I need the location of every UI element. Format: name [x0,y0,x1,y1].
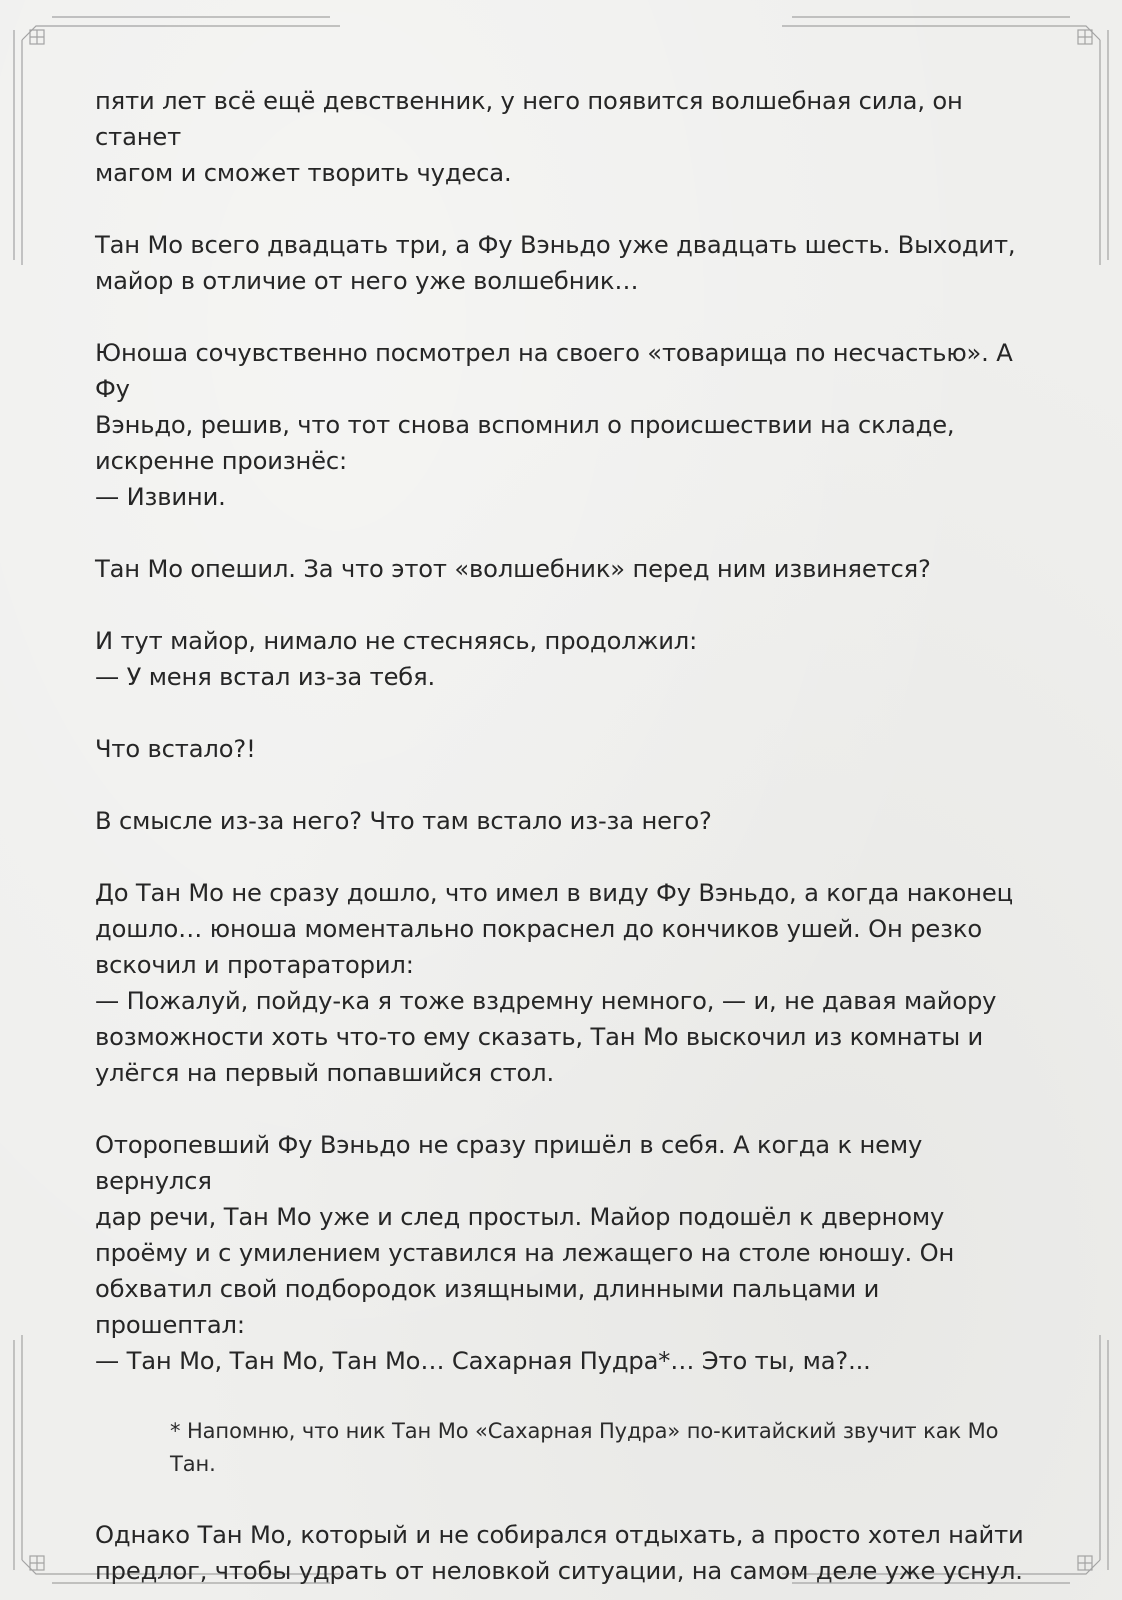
final-paragraph: Однако Тан Мо, который и не собирался отдыхать, а просто хотел найти предлог, чтобы удрать от неловкой ситуации, на самом деле уже уснул. [95,1521,1024,1585]
paragraph: Тан Мо всего двадцать три, а Фу Вэньдо уже двадцать шесть. Выходит, майор в отличие от него уже волшебник… [95,231,1016,295]
text-body [95,83,1035,1600]
paragraph: До Тан Мо не сразу дошло, что имел в виду Фу Вэньдо, а когда наконец дошло… юноша моментально покраснел до кончиков ушей. Он резко вскочил и протараторил: — Пожалуй, пойду-ка я тоже вздремну немного, — и, не давая майору возможности хоть что-то ему сказать, Тан Мо выскочил из комнаты и улёгся на первый попавшийся стол. [95,879,1013,1087]
paragraph: В смысле из-за него? Что там встало из-за него? [95,807,712,835]
paragraph: Юноша сочувственно посмотрел на своего «товарища по несчастью». А Фу Вэньдо, решив, что тот снова вспомнил о происшествии на складе, искренне произнёс: — Извини. [95,339,1013,511]
footnote: * Напомню, что ник Тан Мо «Сахарная Пудра» по-китайский звучит как Мо Тан. [170,1419,999,1476]
paragraph: И тут майор, нимало не стесняясь, продолжил: — У меня встал из-за тебя. [95,627,698,691]
paragraph: пяти лет всё ещё девственник, у него появится волшебная сила, он станет магом и сможет творить чудеса. [95,87,963,187]
paragraph: Оторопевший Фу Вэньдо не сразу пришёл в себя. А когда к нему вернулся дар речи, Тан Мо уже и след простыл. Майор подошёл к дверному проёму и с умилением уставился на лежащего на столе юношу. Он обхватил свой подбородок изящными, длинными пальцами и прошептал: — Тан Мо, Тан Мо, Тан Мо… Сахарная Пудра*… Это ты, ма?... [95,1131,955,1375]
paragraph: Что встало?! [95,735,256,763]
paragraph: Тан Мо опешил. За что этот «волшебник» перед ним извиняется? [95,555,931,583]
